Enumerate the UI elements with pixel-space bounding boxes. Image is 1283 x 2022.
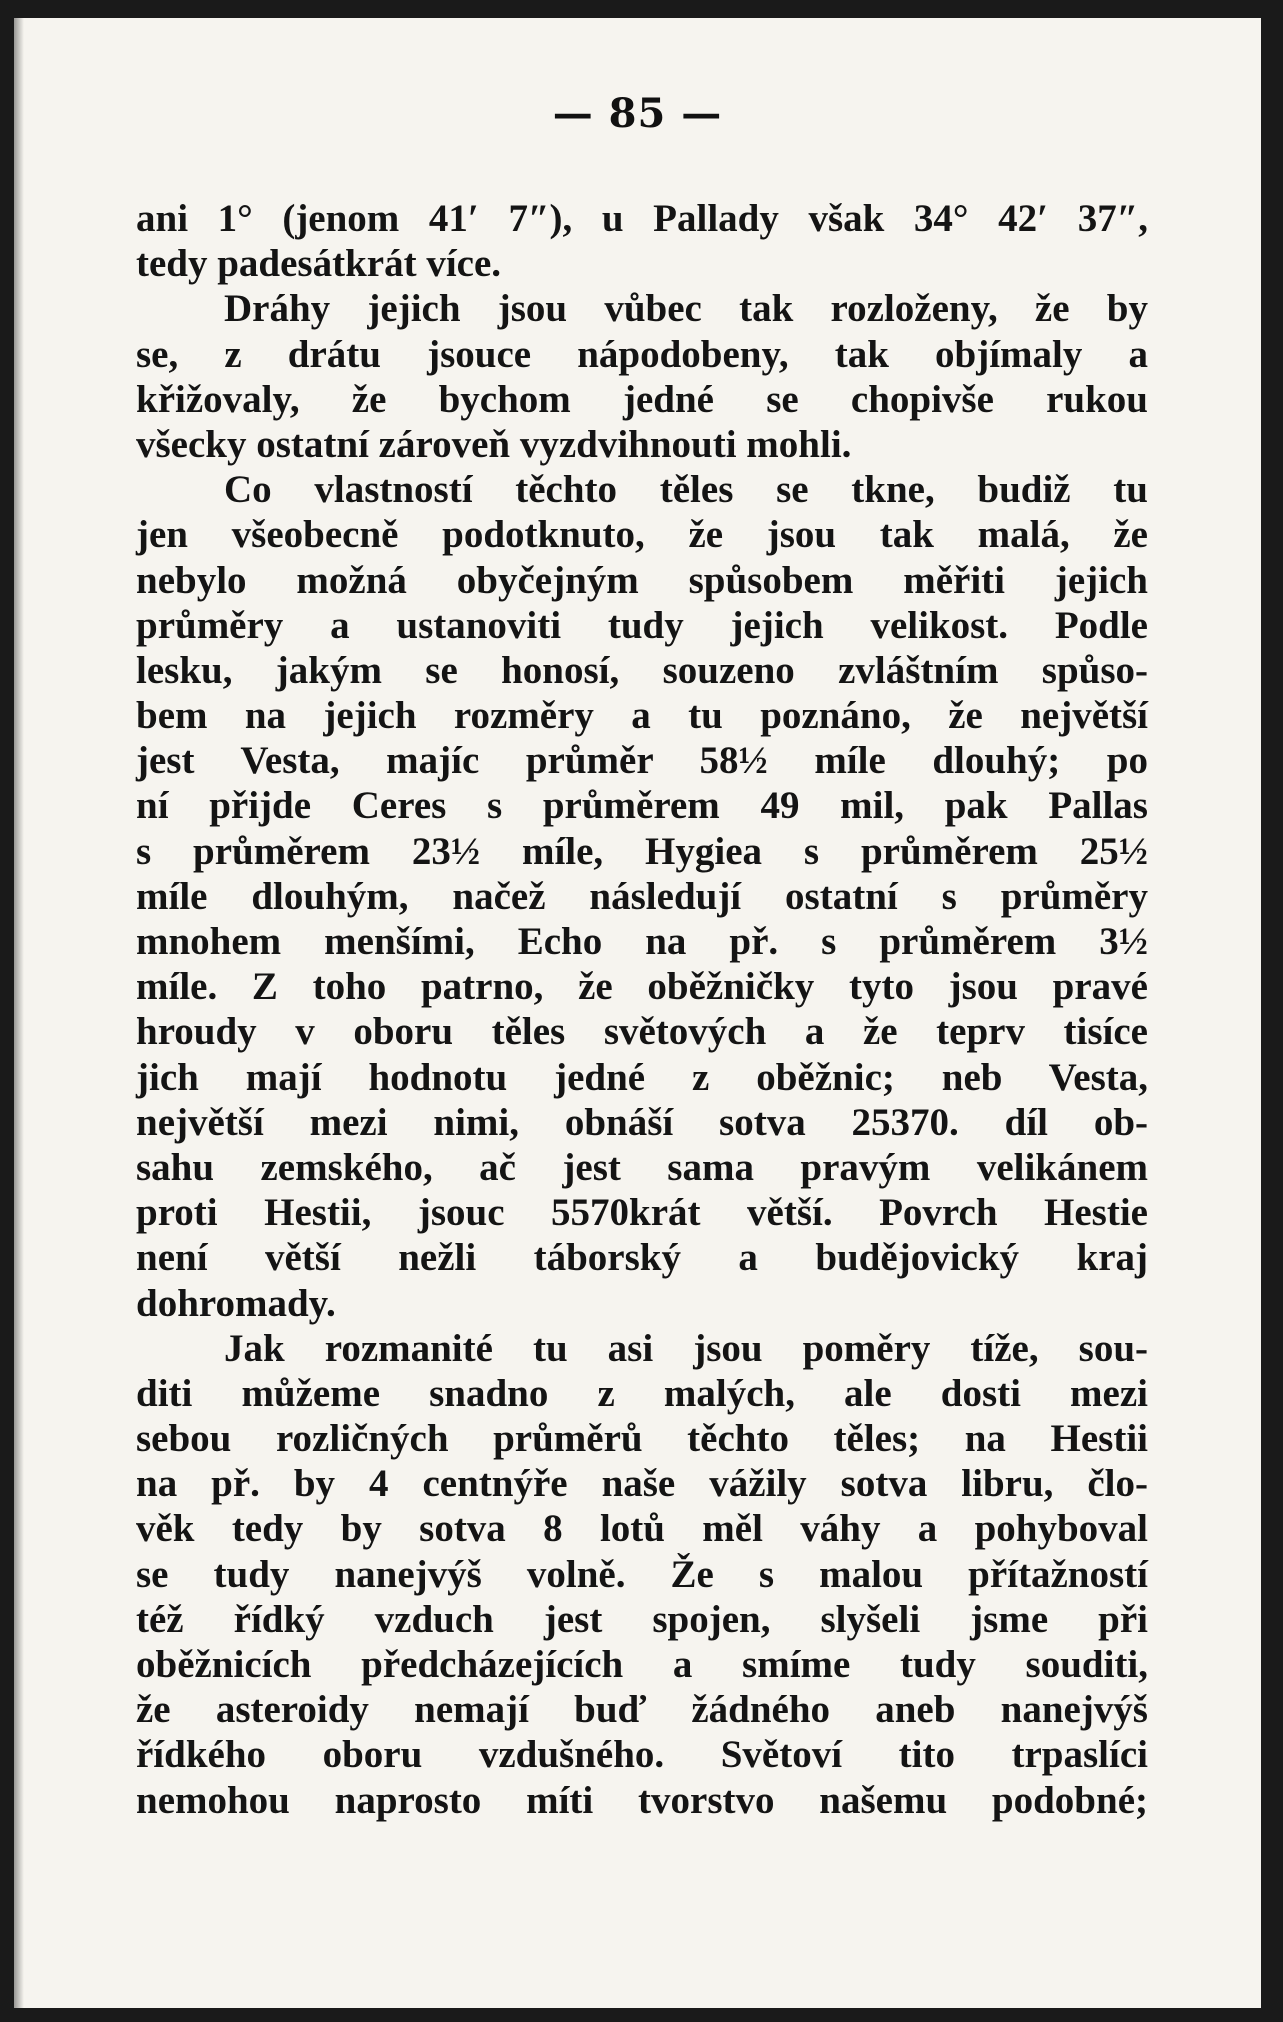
text-line: lesku, jakým se honosí, souzeno zvláštním spůso- <box>136 648 1148 692</box>
text-line: se, z drátu jsouce nápodobeny, tak objímaly a <box>136 332 1148 376</box>
text-line: největší mezi nimi, obnáší sotva 25370. díl ob- <box>136 1100 1148 1144</box>
book-page <box>14 18 1261 2008</box>
text-line: nemohou naprosto míti tvorstvo našemu podobné; <box>136 1778 1148 1822</box>
text-line: ani 1° (jenom 41′ 7″), u Pallady však 34° 42′ 37″, <box>136 197 1148 240</box>
text-line: sahu zemského, ač jest sama pravým velikánem <box>136 1145 1148 1189</box>
text-line: jich mají hodnotu jedné z oběžnic; neb Vesta, <box>136 1055 1148 1099</box>
text-line: sebou rozličných průměrů těchto těles; na Hestii <box>136 1417 1148 1461</box>
text-line: míle. Z toho patrno, že oběžničky tyto jsou pravé <box>136 965 1148 1009</box>
text-line: míle dlouhým, načež následují ostatní s průměry <box>136 874 1148 918</box>
text-line: se tudy nanejvýš volně. Že s malou přítažností <box>136 1552 1148 1596</box>
text-line: bem na jejich rozměry a tu poznáno, že největší <box>136 694 1148 738</box>
text-line: hroudy v oboru těles světových a že teprv tisíce <box>136 1010 1148 1054</box>
text-line: s průměrem 23½ míle, Hygiea s průměrem 25½ <box>136 829 1148 873</box>
paragraph-start-line: Jak rozmanité tu asi jsou poměry tíže, sou- <box>224 1326 1148 1370</box>
text-line: že asteroidy nemají buď žádného aneb nanejvýš <box>136 1688 1148 1732</box>
text-line: nebylo možná obyčejným spůsobem měřiti jejich <box>136 558 1148 602</box>
page-edge-shadow <box>14 18 24 2008</box>
body-text <box>136 196 1148 1823</box>
text-line: průměry a ustanoviti tudy jejich velikost. Podle <box>136 603 1148 647</box>
text-line: jen všeobecně podotknuto, že jsou tak malá, že <box>136 513 1148 557</box>
text-line: křižovaly, že bychom jedné se chopivše rukou <box>136 377 1148 421</box>
text-line: věk tedy by sotva 8 lotů měl váhy a pohyboval <box>136 1507 1148 1551</box>
text-line: též řídký vzduch jest spojen, slyšeli jsme při <box>136 1597 1148 1641</box>
paragraph-start-line: Dráhy jejich jsou vůbec tak rozloženy, že by <box>224 287 1148 331</box>
text-line: není větší nežli táborský a budějovický kraj <box>136 1236 1148 1280</box>
text-line: ní přijde Ceres s průměrem 49 mil, pak Pallas <box>136 784 1148 828</box>
text-line: dohromady. <box>136 1281 336 1325</box>
text-line: mnohem menšími, Echo na př. s průměrem 3½ <box>136 920 1148 963</box>
text-line: proti Hestii, jsouc 5570krát větší. Povrch Hestie <box>136 1191 1148 1235</box>
paragraph-start-line: Co vlastností těchto těles se tkne, budiž tu <box>224 468 1148 512</box>
text-line: řídkého oboru vzdušného. Světoví tito trpaslíci <box>136 1733 1148 1777</box>
text-line: na př. by 4 centnýře naše vážily sotva libru, člo- <box>136 1462 1148 1506</box>
page-number: — 85 — <box>552 90 723 137</box>
text-line: tedy padesátkrát více. <box>136 242 502 286</box>
text-line: všecky ostatní zároveň vyzdvihnouti mohli. <box>136 422 852 466</box>
text-line: oběžnicích předcházejících a smíme tudy souditi, <box>136 1643 1148 1686</box>
text-line: diti můžeme snadno z malých, ale dosti mezi <box>136 1371 1148 1415</box>
text-line: jest Vesta, majíc průměr 58½ míle dlouhý; po <box>136 739 1148 783</box>
